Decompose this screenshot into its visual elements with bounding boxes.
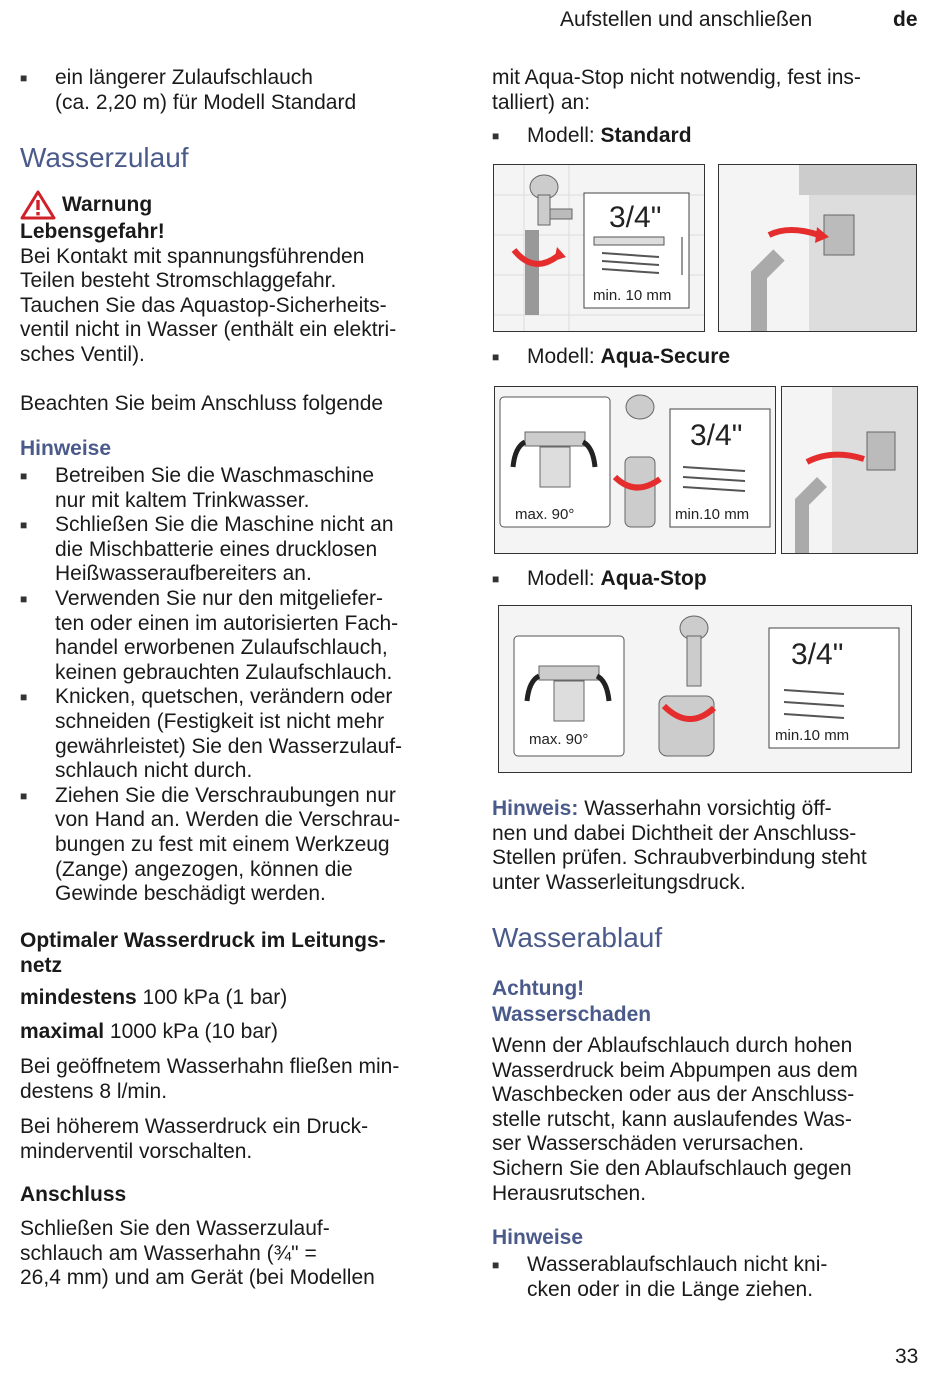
- warning-block: [20, 190, 460, 368]
- tap-hint: Hinweis: Wasserhahn vorsichtig öff- nen und dabei Dichtheit der Anschluss- Stellen prüfen. Schraubverbindung steht unter Wasserleitungsdruck.: [492, 797, 867, 894]
- intro-bullet-list: [20, 66, 450, 115]
- list-item: ■ Schließen Sie die Maschine nicht an die Mischbatterie eines drucklosen Heißwasseraufbereiters an.: [20, 513, 460, 587]
- section-title-drain: Wasserablauf: [492, 922, 663, 953]
- figure-aqua-secure: [494, 386, 776, 554]
- flow-text: Bei geöffnetem Wasserhahn fließen min- destens 8 l/min.: [20, 1055, 400, 1103]
- connect-note: Beachten Sie beim Anschluss folgende: [20, 392, 384, 415]
- page-number: 33: [895, 1345, 919, 1368]
- thread-size-label: 3/4": [609, 201, 662, 234]
- model-stop-item: ■ Modell: Aqua-Stop: [492, 567, 707, 592]
- drain-hints-list: [492, 1253, 922, 1302]
- continued-text: mit Aqua-Stop nicht notwendig, fest ins- talliert) an:: [492, 66, 861, 114]
- pressure-heading: Optimaler Wasserdruck im Leitungs- netz: [20, 929, 386, 977]
- warning-title: Lebensgefahr!: [20, 220, 165, 243]
- connection-heading: Anschluss: [20, 1183, 127, 1206]
- list-item: ■ Wasserablaufschlauch nicht kni- cken oder in die Länge ziehen.: [492, 1253, 922, 1302]
- min-length-label: min.10 mm: [775, 727, 850, 744]
- min-length-label: min.10 mm: [675, 506, 750, 523]
- header-language: de: [893, 8, 918, 31]
- drain-hints-heading: Hinweise: [492, 1226, 584, 1249]
- reducer-text: Bei höherem Wasserdruck ein Druck- minderventil vorschalten.: [20, 1115, 369, 1163]
- thread-size-label: 3/4": [690, 419, 743, 452]
- caution-label: Achtung!: [492, 977, 585, 1000]
- warning-text: Bei Kontakt mit spannungsführenden Teilen besteht Stromschlaggefahr. Tauchen Sie das Aquastop-Sicherheits- ventil nicht in Wasser (enthält ein elektri- sches Ventil).: [20, 244, 397, 366]
- model-standard-item: ■ Modell: Standard: [492, 124, 692, 149]
- caution-text: Wenn der Ablaufschlauch durch hohen Wasserdruck beim Abpumpen aus dem Waschbecken oder aus der Anschluss- stelle rutscht, kann auslaufendes Was- ser Wasserschäden verursachen. Sichern Sie den Ablaufschlauch gegen Herausrutschen.: [492, 1034, 858, 1205]
- running-header: [560, 8, 812, 32]
- figure-aqua-stop: [498, 605, 912, 773]
- min-length-label: min. 10 mm: [593, 287, 672, 304]
- warning-heading: Warnung: [20, 190, 460, 220]
- max-angle-label: max. 90°: [529, 731, 589, 748]
- hints-list: [20, 464, 460, 907]
- figure-standard-tap: [493, 164, 705, 332]
- list-item: ■ Knicken, quetschen, verändern oder schneiden (Festigkeit ist nicht mehr gewährleistet) Sie den Wasserzulauf- schlauch nicht durch.: [20, 685, 460, 783]
- list-item: ■ ein längerer Zulaufschlauch (ca. 2,20 m) für Modell Standard: [20, 66, 450, 115]
- list-item: ■ Betreiben Sie die Waschmaschine nur mit kaltem Trinkwasser.: [20, 464, 460, 513]
- model-secure-item: ■ Modell: Aqua-Secure: [492, 345, 730, 370]
- pressure-max: maximal 1000 kPa (10 bar): [20, 1020, 279, 1043]
- header-section: Aufstellen und anschließen: [560, 8, 813, 31]
- figure-aqua-secure-device: [781, 386, 918, 554]
- pressure-min: mindestens 100 kPa (1 bar): [20, 986, 288, 1009]
- list-item: ■ Verwenden Sie nur den mitgeliefer- ten oder einen im autorisierten Fach- handel erworbenen Zulaufschlauch, keinen gebrauchten Zulaufschlauch.: [20, 587, 460, 685]
- hints-heading: Hinweise: [20, 437, 112, 460]
- warning-triangle-icon: [20, 190, 56, 220]
- max-angle-label: max. 90°: [515, 506, 575, 523]
- list-item: ■ Ziehen Sie die Verschraubungen nur von Hand an. Werden die Verschrau- bungen zu fest mit einem Werkzeug (Zange) angezogen, können die Gewinde beschädigt werden.: [20, 784, 460, 907]
- figure-standard-device: [718, 164, 917, 332]
- section-title-water-inlet: Wasserzulauf: [20, 142, 189, 173]
- thread-size-label: 3/4": [791, 638, 844, 671]
- connection-text: Schließen Sie den Wasserzulauf- schlauch am Wasserhahn (¾" = 26,4 mm) und am Gerät (bei Modellen: [20, 1217, 375, 1290]
- caution-title: Wasserschaden: [492, 1003, 652, 1026]
